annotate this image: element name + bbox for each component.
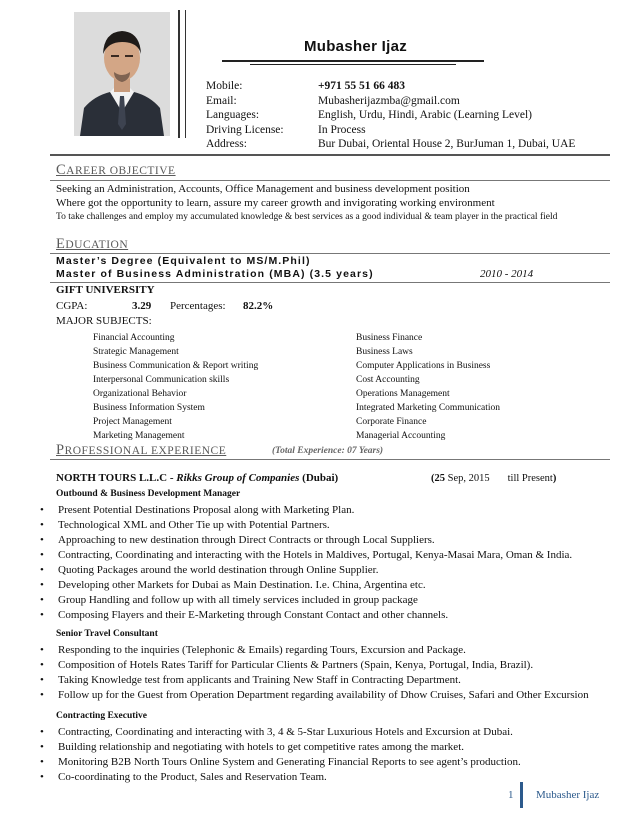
company-line: NORTH TOURS L.L.C - Rikks Group of Companies (Dubai) (56, 472, 339, 484)
subject-item: Integrated Marketing Communication (356, 403, 501, 413)
mobile-value: +971 55 51 66 483 (318, 80, 406, 92)
subject-item: Business Communication & Report writing (93, 361, 259, 371)
divider-vertical-1 (178, 10, 180, 138)
contact-label: Mobile: (206, 80, 243, 92)
divider-vertical-2 (185, 10, 186, 138)
role-title-2: Senior Travel Consultant (56, 629, 158, 639)
subject-item: Financial Accounting (93, 333, 175, 343)
bullet-item: • Contracting, Coordinating and interacting with the Hotels in Maldives, Portugal, Kenya-Masai Mara, Oman & India. (40, 549, 573, 561)
career-line-3: To take challenges and employ my accumulated knowledge & best services as a good individual & team player in the practical field (56, 212, 558, 222)
name-underline (222, 60, 484, 62)
degree-equivalent: Master’s Degree (Equivalent to MS/M.Phil) (56, 255, 311, 267)
subject-item: Managerial Accounting (356, 431, 446, 441)
subjects-label: MAJOR SUBJECTS: (56, 315, 152, 327)
bullet-item: • Monitoring B2B North Tours Online System and Generating Financial Reports to see agent’s production. (40, 756, 521, 768)
cgpa-value: 3.29 (132, 300, 152, 312)
experience-heading: PROFESSIONAL EXPERIENCE (56, 442, 227, 458)
header-divider (50, 154, 610, 156)
subject-item: Cost Accounting (356, 375, 420, 385)
degree-years: 2010 - 2014 (480, 268, 534, 280)
subjects-right-column (356, 331, 500, 443)
bullet-item: • Follow up for the Guest from Operation Department regarding availability of Dhow Cruises, Safari and Other Excursion (40, 689, 589, 701)
career-line-1: Seeking an Administration, Accounts, Office Management and business development position (56, 183, 470, 195)
percentage-label: Percentages: (170, 300, 226, 312)
bullet-item: • Composition of Hotels Rates Tariff for Particular Clients & Partners (Spain, Kenya, Portugal, India, Brazil). (40, 659, 534, 671)
contact-label: Driving License: (206, 123, 284, 136)
subject-item: Marketing Management (93, 431, 185, 441)
total-experience: (Total Experience: 07 Years) (272, 446, 384, 456)
percentage-value: 82.2% (243, 300, 274, 312)
bullet-item: • Composing Flayers and their E-Marketing through Constant Contact and other channels. (40, 609, 449, 621)
subject-item: Strategic Management (93, 347, 179, 357)
contact-label: Email: (206, 94, 237, 107)
name-underline-short (250, 64, 456, 65)
bullet-item: • Present Potential Destinations Proposal along with Marketing Plan. (40, 504, 355, 516)
bullet-item: • Group Handling and follow up with all timely services included in group package (40, 594, 418, 606)
cgpa-label: CGPA: (56, 300, 88, 312)
bullet-item: • Building relationship and negotiating with hotels to get competitive rates among the market. (40, 741, 464, 753)
bullet-item: • Contracting, Coordinating and interacting with 3, 4 & 5-Star Luxurious Hotels and Excursion at Dubai. (40, 726, 513, 738)
bullet-item: • Technological XML and Other Tie up with Potential Partners. (40, 519, 330, 531)
contact-label: Languages: (206, 109, 260, 121)
university-name: GIFT UNIVERSITY (56, 284, 155, 296)
bullet-item: • Developing other Markets for Dubai as Main Destination. I.e. China, Argentina etc. (40, 579, 426, 591)
page-number: 1 (508, 789, 514, 801)
subjects-left-column (93, 331, 258, 443)
person-photo-icon (74, 12, 170, 136)
employment-dates: (25 Sep, 2015 till Present) (431, 473, 557, 484)
education-heading: EDUCATION (56, 236, 129, 252)
profile-photo (74, 12, 170, 136)
career-divider (50, 180, 610, 181)
degree-divider (50, 282, 610, 283)
subject-item: Corporate Finance (356, 417, 427, 427)
bullet-item: • Approaching to new destination through Direct Contracts or through Local Suppliers. (40, 534, 435, 546)
education-divider (50, 253, 610, 254)
subject-item: Business Finance (356, 333, 423, 343)
subject-item: Organizational Behavior (93, 389, 187, 399)
career-line-2: Where got the opportunity to learn, assure my career growth and invigorating working environment (56, 197, 495, 209)
license-value: In Process (318, 123, 366, 136)
languages-value: English, Urdu, Hindi, Arabic (Learning Level) (318, 109, 532, 121)
bullet-item: • Taking Knowledge test from applicants and Training New Staff in Contracting Department. (40, 674, 461, 686)
experience-divider (50, 459, 610, 460)
address-value: Bur Dubai, Oriental House 2, BurJuman 1, Dubai, UAE (318, 138, 576, 150)
subject-item: Operations Management (356, 389, 450, 399)
contact-label: Address: (206, 138, 247, 150)
bullet-item: • Responding to the inquiries (Telephonic & Emails) regarding Tours, Excursion and Package. (40, 644, 466, 656)
footer-divider (520, 782, 523, 808)
role-title-3: Contracting Executive (56, 711, 148, 721)
bullet-item: • Quoting Packages around the world destination through Online Supplier. (40, 564, 379, 576)
subject-item: Project Management (93, 417, 172, 427)
subject-item: Business Information System (93, 403, 205, 413)
career-objective-heading: CAREER OBJECTIVE (56, 162, 176, 178)
candidate-name: Mubasher Ijaz (303, 38, 408, 55)
role-title-1: Outbound & Business Development Manager (56, 489, 241, 499)
subject-item: Business Laws (356, 347, 413, 357)
degree-mba: Master of Business Administration (MBA) (3.5 years) (56, 268, 374, 280)
subject-item: Interpersonal Communication skills (93, 375, 230, 385)
footer-name: Mubasher Ijaz (536, 789, 600, 801)
subject-item: Computer Applications in Business (356, 361, 491, 371)
email-value: Mubasherijazmba@gmail.com (318, 94, 460, 107)
bullet-item: • Co-coordinating to the Product, Sales and Reservation Team. (40, 771, 327, 783)
